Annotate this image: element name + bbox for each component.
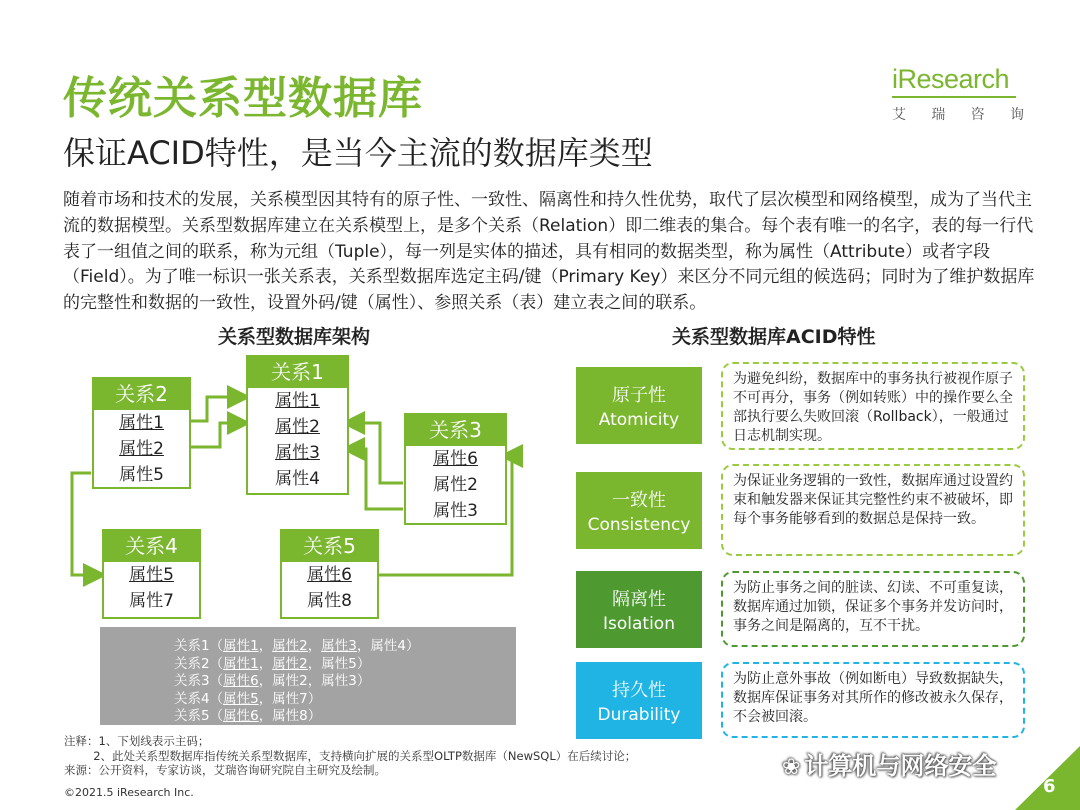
acid-cn-label: 原子性: [612, 385, 666, 406]
acid-cn-label: 隔离性: [612, 589, 666, 610]
acid-consistency-desc: 为保证业务逻辑的一致性，数据库通过设置约束和触发器来保证其完整性约束不被破坏，即每个事务能够看到的数据总是保持一致。: [721, 464, 1025, 556]
schema-text: 关系5（: [174, 708, 224, 724]
relation-1-name: 关系1: [248, 357, 347, 388]
relation-3-box: [404, 413, 507, 525]
relation-2-attr: 属性5: [119, 465, 164, 485]
relation-3-name: 关系3: [406, 415, 505, 446]
acid-atomicity-desc: 为避免纠纷，数据库中的事务执行被视作原子不可再分，事务（例如转账）中的操作要么全部执行要么失败回滚（Rollback），一般通过日志机制实现。: [721, 362, 1025, 450]
schema-primary-key: 属性6: [223, 708, 259, 724]
footnote-line: 2、此处关系型数据库指传统关系型数据库，支持横向扩展的关系型OLTP数据库（NewSQL）在后续讨论；: [64, 748, 637, 763]
schema-text: 关系3（: [174, 673, 224, 689]
acid-en-label: Consistency: [587, 515, 691, 535]
relation-3-attr: 属性6: [433, 449, 478, 469]
acid-en-label: Durability: [597, 705, 681, 725]
schema-text: ，: [307, 638, 322, 654]
schema-primary-key: 属性2: [272, 638, 308, 654]
relation-2-name: 关系2: [94, 379, 189, 410]
page-number: 6: [1043, 776, 1056, 797]
acid-heading: 关系型数据库ACID特性: [672, 326, 876, 348]
schema-text: 关系4（: [174, 690, 224, 707]
footnote-line: 注释：1、下划线表示主码；: [64, 734, 210, 748]
acid-cn-label: 持久性: [612, 680, 666, 701]
relation-1-attr: 属性1: [275, 391, 320, 411]
relation-2-box: [92, 377, 191, 489]
logo-sub-char: 艾: [892, 107, 906, 123]
schema-primary-key: 属性2: [272, 655, 308, 672]
schema-text: 关系2（: [174, 655, 224, 672]
acid-isolation-desc: 为防止事务之间的脏读、幻读、不可重复读，数据库通过加锁，保证多个事务并发访问时，事务之间是隔离的，互不干扰。: [721, 571, 1025, 647]
logo-brand: iResearch: [892, 64, 1010, 94]
relation-5-box: [280, 529, 379, 619]
page-title: 传统关系型数据库: [63, 73, 423, 124]
schema-primary-key: 属性5: [223, 690, 259, 707]
schema-primary-key: 属性3: [321, 638, 357, 654]
logo-sub-char: 瑞: [931, 107, 946, 123]
relation-5-attr: 属性6: [307, 565, 352, 585]
footnote-line: 来源：公开资料，专家访谈，艾瑞咨询研究院自主研究及绘制。: [64, 763, 386, 777]
relation-2-attr: 属性2: [119, 439, 164, 459]
acid-isolation-box: [576, 571, 702, 648]
relation-3-attr: 属性2: [433, 475, 478, 495]
schema-text: ，属性8）: [258, 708, 322, 724]
acid-durability-desc: 为防止意外事故（例如断电）导致数据缺失，数据库保证事务对其所作的修改被永久保存，不会被回滚。: [721, 662, 1025, 738]
schema-text: 关系1（: [174, 638, 224, 654]
acid-durability-box: [576, 662, 702, 739]
schema-text: ，: [258, 655, 273, 672]
acid-en-label: Atomicity: [598, 410, 680, 430]
schema-primary-key: 属性1: [223, 638, 259, 654]
relation-5-attr: 属性8: [307, 591, 352, 611]
logo-sub-char: 咨: [970, 107, 985, 123]
footnotes: [64, 734, 636, 778]
page-subtitle: 保证ACID特性，是当今主流的数据库类型: [63, 134, 653, 172]
relation-1-attr: 属性3: [275, 443, 320, 463]
connector-r3-a3: [347, 449, 403, 509]
relation-1-box: [246, 355, 349, 495]
relation-4-name: 关系4: [104, 531, 199, 562]
schema-text: ，属性7）: [258, 690, 322, 707]
relation-2-attr: 属性1: [119, 413, 164, 433]
acid-atomicity-box: [576, 367, 702, 444]
relation-1-attr: 属性2: [275, 417, 320, 437]
relation-5-name: 关系5: [282, 531, 377, 562]
relation-1-attr: 属性4: [275, 469, 320, 489]
logo-sub-char: 询: [1009, 107, 1024, 123]
wechat-icon: ❀: [782, 755, 801, 780]
schema-text: ，属性2，属性3）: [258, 673, 371, 689]
schema-text: ，: [258, 638, 273, 654]
wechat-watermark: [782, 746, 996, 781]
relation-4-attr: 属性7: [129, 591, 174, 611]
connector-r3-a2: [347, 423, 403, 483]
acid-en-label: Isolation: [603, 614, 675, 634]
architecture-heading: 关系型数据库架构: [218, 326, 371, 348]
intro-paragraph: 随着市场和技术的发展，关系模型因其特有的原子性、一致性、隔离性和持久性优势，取代了层次模型和网络模型，成为了当代主流的数据模型。关系型数据库建立在关系模型上，是多个关系（Relation）即二维表的集合。每个表有唯一的名字，表的每一行代表了一组值之间的联系，称为元组（Tuple），每一列是实体的描述，具有相同的数据类型，称为属性（Attribute）或者字段（Field）。为了唯一标识一张关系表，关系型数据库选定主码/键（Primary Key）来区分不同元组的候选码；同时为了维护数据库的完整性和数据的一致性，设置外码/键（属性）、参照关系（表）建立表之间的联系。: [63, 190, 1035, 314]
relation-4-attr: 属性5: [129, 565, 174, 585]
schema-line: [174, 704, 321, 724]
copyright: ©2021.5 iResearch Inc.: [64, 786, 194, 799]
watermark-text: 计算机与网络安全: [804, 752, 997, 780]
relation-3-attr: 属性3: [433, 501, 478, 521]
acid-cn-label: 一致性: [612, 490, 666, 511]
schema-text: ，属性4）: [356, 638, 420, 654]
schema-primary-key: 属性6: [223, 673, 259, 689]
schema-primary-key: 属性1: [223, 655, 259, 672]
schema-summary-box: [100, 627, 516, 725]
relation-4-box: [102, 529, 201, 619]
schema-text: ，属性5）: [307, 655, 371, 672]
acid-consistency-box: [576, 472, 702, 549]
